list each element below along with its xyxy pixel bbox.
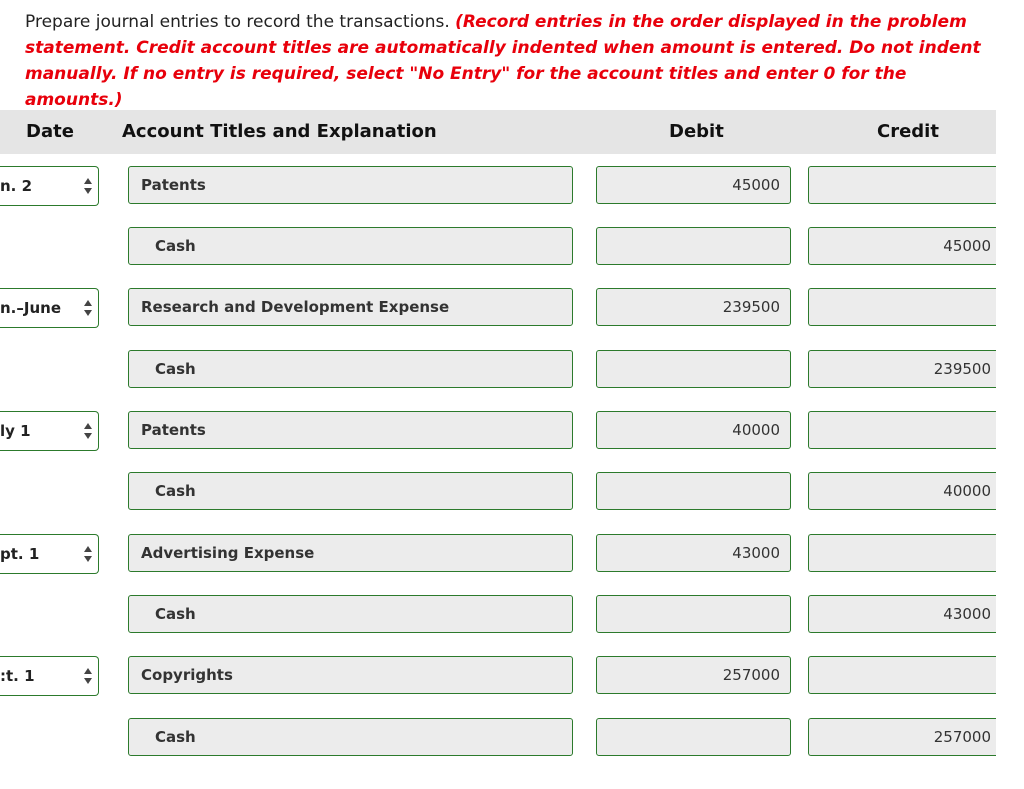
account-title-value: Cash (155, 728, 196, 746)
spinner-arrows-icon (84, 300, 92, 316)
instructions-text: Prepare journal entries to record the transactions. (25, 12, 450, 32)
debit-amount-field[interactable] (596, 227, 791, 265)
table-row (0, 227, 1024, 267)
spinner-arrows-icon (84, 178, 92, 194)
credit-amount-field[interactable] (808, 534, 996, 572)
credit-amount-value: 45000 (943, 237, 991, 255)
date-value: n.–June (0, 299, 61, 317)
debit-amount-field[interactable] (596, 595, 791, 633)
debit-amount-field[interactable] (596, 718, 791, 756)
debit-amount-value: 43000 (732, 544, 780, 562)
account-title-field[interactable] (128, 227, 573, 265)
account-title-value: Cash (155, 482, 196, 500)
date-value: n. 2 (0, 177, 33, 195)
credit-amount-value: 257000 (933, 728, 991, 746)
spinner-arrows-icon (84, 668, 92, 684)
account-title-field[interactable] (128, 656, 573, 694)
header-date: Date (26, 121, 74, 142)
account-title-value: Copyrights (141, 666, 233, 684)
credit-amount-field[interactable] (808, 166, 996, 204)
header-account: Account Titles and Explanation (122, 121, 437, 142)
credit-amount-field[interactable] (808, 350, 996, 388)
instructions (25, 9, 985, 113)
instructions-note: (Record entries in the order displayed in the problem statement. Credit account titles are automatically indented when amount is entered. Do not indent manually. If no entry is required, select "No Entry" for the account titles and enter 0 for the amounts.) (25, 12, 981, 110)
account-title-value: Research and Development Expense (141, 298, 450, 316)
table-row (0, 595, 1024, 635)
debit-amount-value: 40000 (732, 421, 780, 439)
spinner-arrows-icon (84, 546, 92, 562)
credit-amount-field[interactable] (808, 411, 996, 449)
debit-amount-value: 257000 (722, 666, 780, 684)
account-title-field[interactable] (128, 534, 573, 572)
table-row (0, 534, 1024, 574)
account-title-value: Cash (155, 237, 196, 255)
account-title-value: Cash (155, 605, 196, 623)
debit-amount-field[interactable] (596, 166, 791, 204)
spinner-arrows-icon (84, 423, 92, 439)
table-row (0, 718, 1024, 758)
credit-amount-field[interactable] (808, 288, 996, 326)
header-credit: Credit (877, 121, 939, 142)
account-title-value: Patents (141, 421, 206, 439)
credit-amount-value: 43000 (943, 605, 991, 623)
table-row (0, 411, 1024, 451)
date-select[interactable] (0, 411, 99, 451)
debit-amount-field[interactable] (596, 350, 791, 388)
credit-amount-field[interactable] (808, 595, 996, 633)
debit-amount-value: 45000 (732, 176, 780, 194)
date-value: pt. 1 (0, 545, 40, 563)
table-row (0, 288, 1024, 328)
credit-amount-field[interactable] (808, 472, 996, 510)
debit-amount-field[interactable] (596, 411, 791, 449)
date-select[interactable] (0, 166, 99, 206)
account-title-value: Advertising Expense (141, 544, 315, 562)
debit-amount-field[interactable] (596, 656, 791, 694)
account-title-field[interactable] (128, 166, 573, 204)
table-row (0, 350, 1024, 390)
date-select[interactable] (0, 656, 99, 696)
date-value: ly 1 (0, 422, 31, 440)
debit-amount-field[interactable] (596, 534, 791, 572)
account-title-field[interactable] (128, 350, 573, 388)
credit-amount-value: 40000 (943, 482, 991, 500)
table-row (0, 656, 1024, 696)
account-title-field[interactable] (128, 472, 573, 510)
credit-amount-field[interactable] (808, 718, 996, 756)
credit-amount-field[interactable] (808, 656, 996, 694)
credit-amount-value: 239500 (933, 360, 991, 378)
table-header (0, 110, 996, 154)
debit-amount-field[interactable] (596, 288, 791, 326)
table-row (0, 472, 1024, 512)
account-title-field[interactable] (128, 595, 573, 633)
account-title-field[interactable] (128, 718, 573, 756)
date-select[interactable] (0, 288, 99, 328)
account-title-field[interactable] (128, 411, 573, 449)
account-title-value: Patents (141, 176, 206, 194)
date-value: :t. 1 (0, 667, 35, 685)
header-debit: Debit (669, 121, 724, 142)
account-title-field[interactable] (128, 288, 573, 326)
account-title-value: Cash (155, 360, 196, 378)
date-select[interactable] (0, 534, 99, 574)
credit-amount-field[interactable] (808, 227, 996, 265)
table-row (0, 166, 1024, 206)
debit-amount-field[interactable] (596, 472, 791, 510)
debit-amount-value: 239500 (722, 298, 780, 316)
